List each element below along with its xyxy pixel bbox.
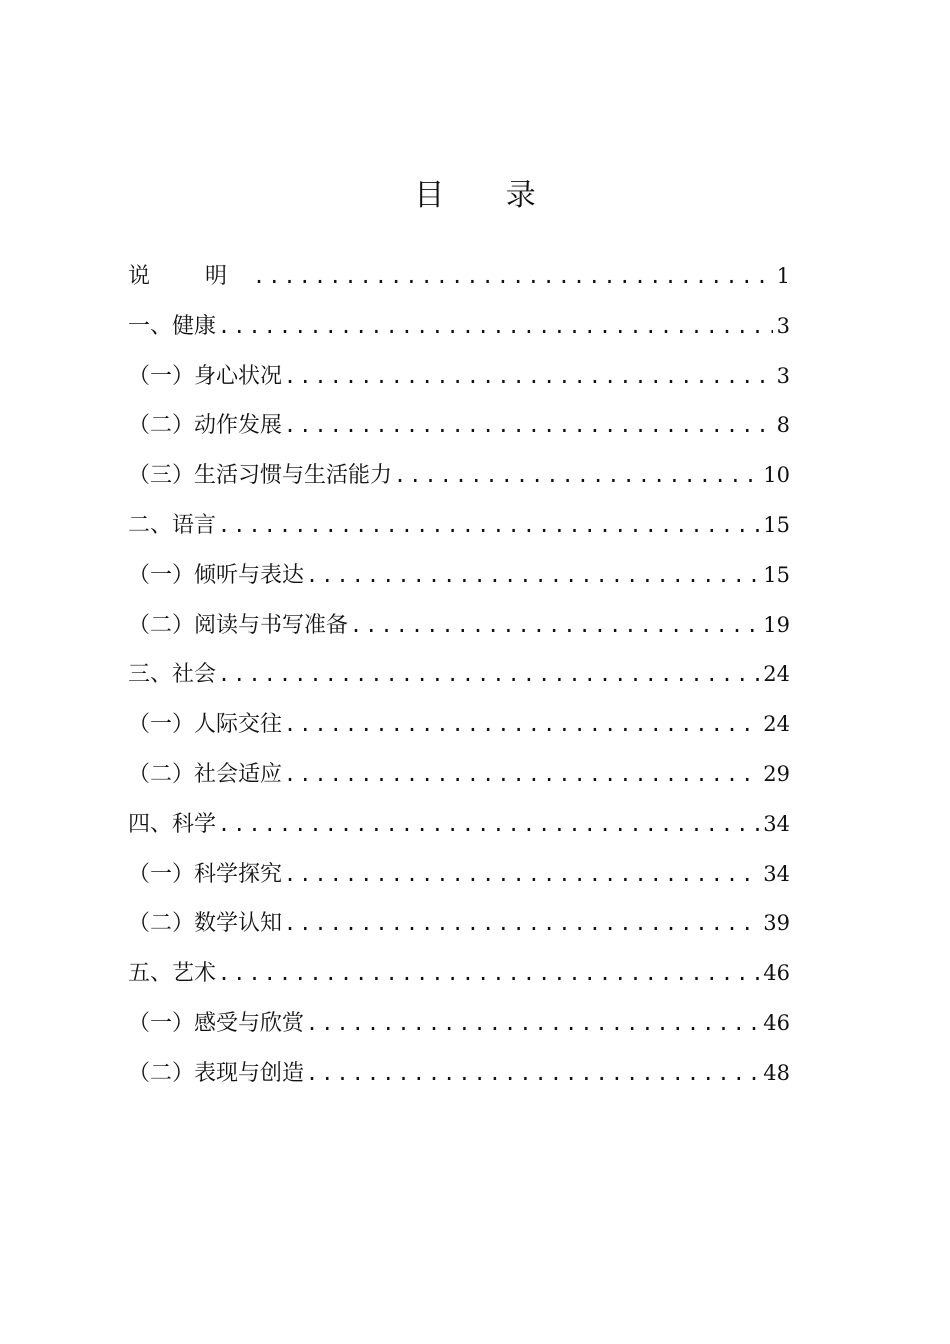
toc-entry[interactable] xyxy=(128,401,790,451)
toc-dot-leader xyxy=(253,252,773,302)
toc-dot-leader xyxy=(284,750,759,800)
toc-entry[interactable] xyxy=(128,302,790,352)
toc-dot-leader xyxy=(218,800,759,850)
toc-entry-page: 46 xyxy=(763,1010,790,1035)
toc-entry-page: 15 xyxy=(763,562,790,587)
toc-dot-leader xyxy=(394,451,759,501)
toc-entry-label: （一）感受与欣赏 xyxy=(128,1010,305,1036)
toc-entry-page: 39 xyxy=(763,911,790,936)
toc-dot-leader xyxy=(284,700,759,750)
toc-list xyxy=(128,252,790,1099)
toc-entry-page: 34 xyxy=(763,811,790,836)
toc-entry-label: （二）阅读与书写准备 xyxy=(128,612,349,638)
toc-entry-page: 46 xyxy=(763,961,790,986)
toc-entry-page: 19 xyxy=(763,612,790,637)
toc-entry[interactable] xyxy=(128,750,790,800)
toc-entry-page: 10 xyxy=(763,463,790,488)
toc-dot-leader xyxy=(306,999,759,1049)
toc-entry-label: （一）科学探究 xyxy=(128,861,283,887)
toc-entry[interactable] xyxy=(128,501,790,551)
toc-dot-leader xyxy=(218,650,759,700)
toc-entry-label: （二）表现与创造 xyxy=(128,1060,305,1086)
toc-entry-page: 8 xyxy=(776,413,790,438)
toc-entry-label: （二）数学认知 xyxy=(128,911,283,937)
toc-entry[interactable] xyxy=(128,650,790,700)
toc-dot-leader xyxy=(350,601,759,651)
toc-entry-label: （三）生活习惯与生活能力 xyxy=(128,463,393,489)
toc-entry[interactable] xyxy=(128,451,790,501)
toc-entry[interactable] xyxy=(128,551,790,601)
toc-entry[interactable] xyxy=(128,850,790,900)
toc-entry[interactable] xyxy=(128,800,790,850)
toc-entry-label: 三、社会 xyxy=(128,662,217,688)
toc-entry-page: 1 xyxy=(776,264,790,288)
toc-dot-leader xyxy=(218,949,759,999)
toc-entry-page: 24 xyxy=(763,662,790,687)
toc-dot-leader xyxy=(306,1049,759,1099)
toc-entry[interactable] xyxy=(128,352,790,402)
toc-entry-page: 24 xyxy=(763,712,790,737)
toc-dot-leader xyxy=(306,551,759,601)
toc-entry-label: （一）倾听与表达 xyxy=(128,562,305,588)
toc-dot-leader xyxy=(284,401,773,451)
toc-entry-label: 四、科学 xyxy=(128,811,217,837)
toc-entry[interactable] xyxy=(128,1049,790,1099)
toc-entry-label: 一、健康 xyxy=(128,313,217,339)
toc-entry-label: 说 明 xyxy=(128,264,251,289)
toc-entry-label: （二）动作发展 xyxy=(128,413,283,439)
toc-entry[interactable] xyxy=(128,949,790,999)
toc-entry-page: 15 xyxy=(763,512,790,537)
toc-entry[interactable] xyxy=(128,999,790,1049)
toc-entry-label: （一）身心状况 xyxy=(128,363,283,389)
toc-entry-page: 3 xyxy=(776,313,790,338)
toc-entry-label: （二）社会适应 xyxy=(128,761,283,787)
toc-entry-label: 五、艺术 xyxy=(128,961,217,987)
toc-dot-leader xyxy=(218,501,759,551)
toc-entry-label: 二、语言 xyxy=(128,512,217,538)
toc-entry-label: （一）人际交往 xyxy=(128,712,283,738)
toc-entry-page: 48 xyxy=(763,1060,790,1085)
toc-entry-page: 34 xyxy=(763,861,790,886)
toc-title: 目 录 xyxy=(414,178,562,213)
toc-entry[interactable] xyxy=(128,601,790,651)
toc-entry[interactable] xyxy=(128,700,790,750)
toc-entry[interactable] xyxy=(128,252,790,302)
toc-entry[interactable] xyxy=(128,899,790,949)
toc-dot-leader xyxy=(284,850,759,900)
toc-entry-page: 29 xyxy=(763,761,790,786)
toc-dot-leader xyxy=(284,899,759,949)
toc-dot-leader xyxy=(218,302,773,352)
toc-dot-leader xyxy=(284,352,773,402)
toc-entry-page: 3 xyxy=(776,363,790,388)
